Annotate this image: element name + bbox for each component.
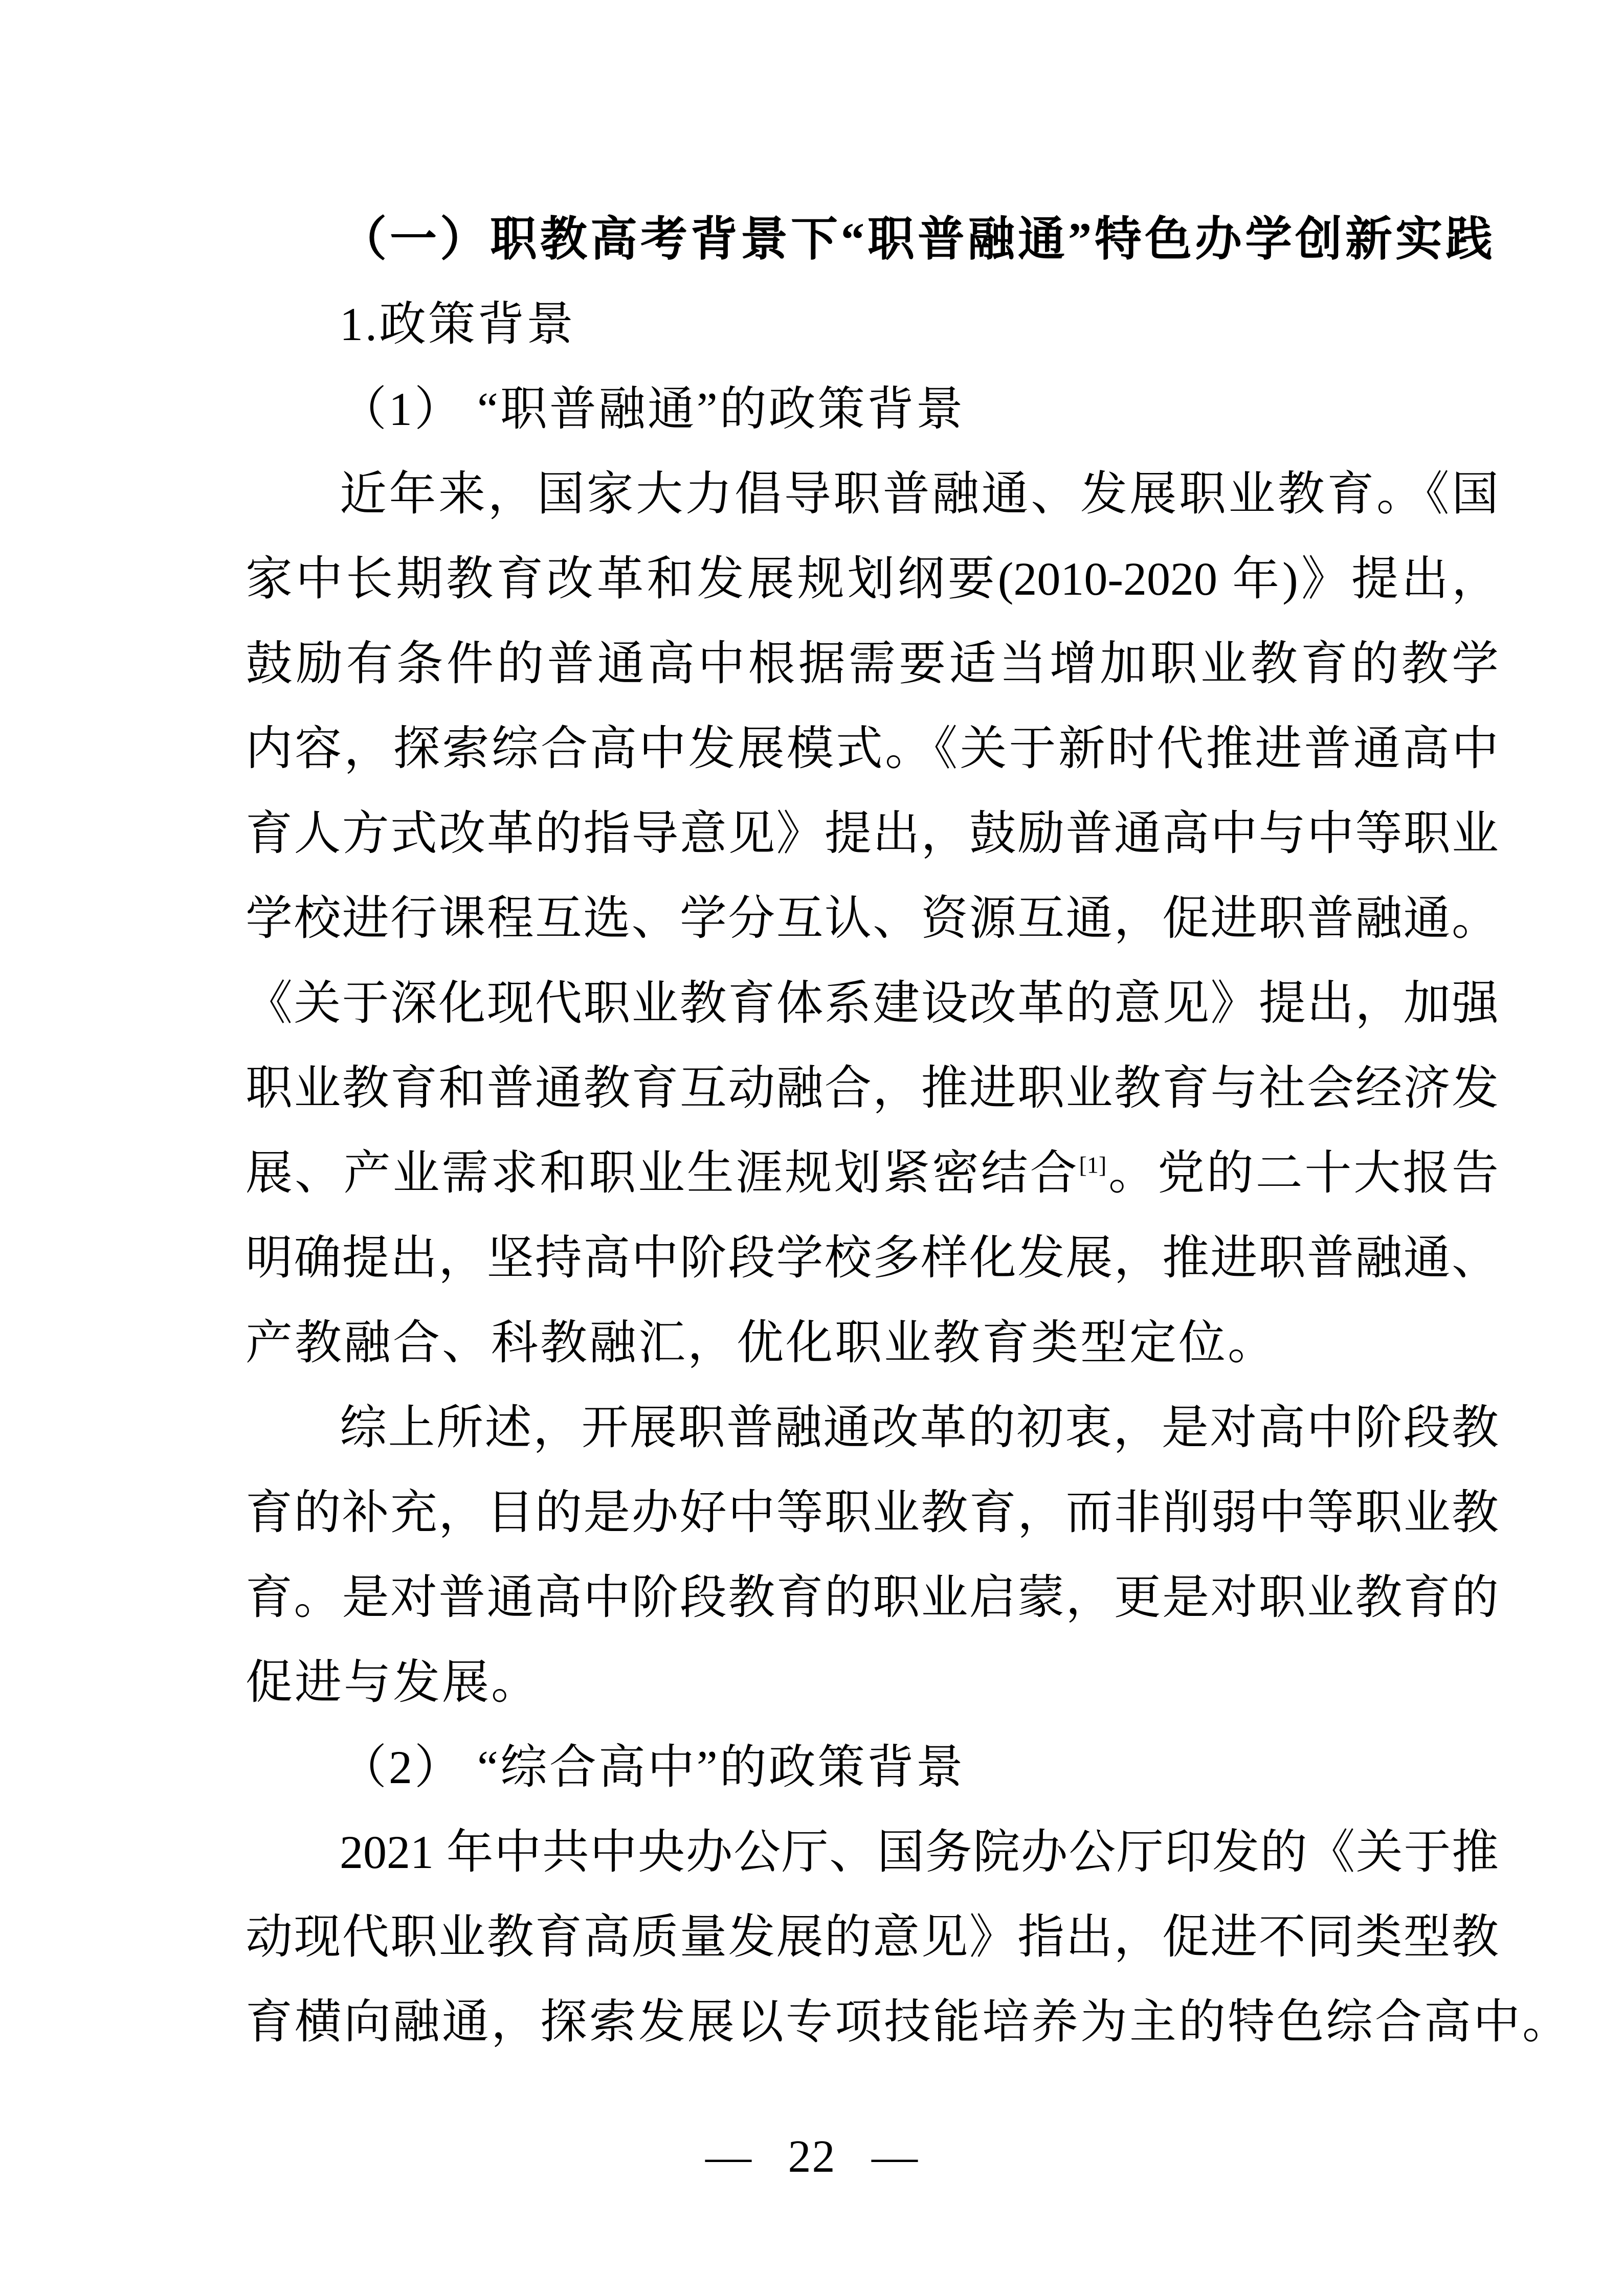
paragraph-line: 家中长期教育改革和发展规划纲要(2010-2020 年)》提出， [246,553,1499,605]
paragraph-line: 《关于深化现代职业教育体系建设改革的意见》提出，加强 [246,977,1499,1029]
paragraph-line: 鼓励有条件的普通高中根据需要适当增加职业教育的教学 [246,638,1499,690]
paragraph-line: 2021 年中共中央办公厅、国务院办公厅印发的《关于推 [340,1826,1499,1878]
paragraph-line: 动现代职业教育高质量发展的意见》指出，促进不同类型教 [246,1911,1499,1963]
footnote-ref: [1] [1079,1152,1107,1178]
paragraph-line: 职业教育和普通教育互动融合，推进职业教育与社会经济发 [246,1062,1499,1114]
paragraph-line: 育人方式改革的指导意见》提出，鼓励普通高中与中等职业 [246,807,1499,860]
paragraph-line: 产教融合、科教融汇，优化职业教育类型定位。 [246,1317,1277,1369]
section-heading: （一）职教高考背景下“职普融通”特色办学创新实践 [340,213,1496,265]
paragraph-line: 综上所述，开展职普融通改革的初衷，是对高中阶段教 [340,1402,1499,1454]
paragraph-line: 促进与发展。 [246,1656,541,1708]
sub-heading: （1） “职普融通”的政策背景 [340,383,965,435]
document-body [246,197,1572,2064]
paragraph-line: 育的补充，目的是办好中等职业教育，而非削弱中等职业教 [246,1487,1499,1539]
sub-heading: （2） “综合高中”的政策背景 [340,1741,965,1793]
numbered-heading: 1.政策背景 [340,298,576,350]
paragraph-line: 内容，探索综合高中发展模式。《关于新时代推进普通高中 [246,723,1499,775]
paragraph-line: 明确提出，坚持高中阶段学校多样化发展，推进职普融通、 [246,1232,1499,1284]
page-footer [0,2114,1624,2199]
paragraph-text: 。党的二十大报告 [1106,1147,1499,1199]
paragraph-line [246,1131,1499,1215]
paragraph-line: 育横向融通，探索发展以专项技能培养为主的特色综合高中。 [246,1996,1572,2048]
page-number: — 22 — [705,2131,919,2182]
paragraph-text: 展、产业需求和职业生涯规划紧密结合 [246,1147,1079,1199]
paragraph-line: 学校进行课程互选、学分互认、资源互通，促进职普融通。 [246,892,1499,944]
paragraph-line: 近年来，国家大力倡导职普融通、发展职业教育。《国 [340,468,1499,520]
paragraph-line: 育。是对普通高中阶段教育的职业启蒙，更是对职业教育的 [246,1571,1499,1624]
